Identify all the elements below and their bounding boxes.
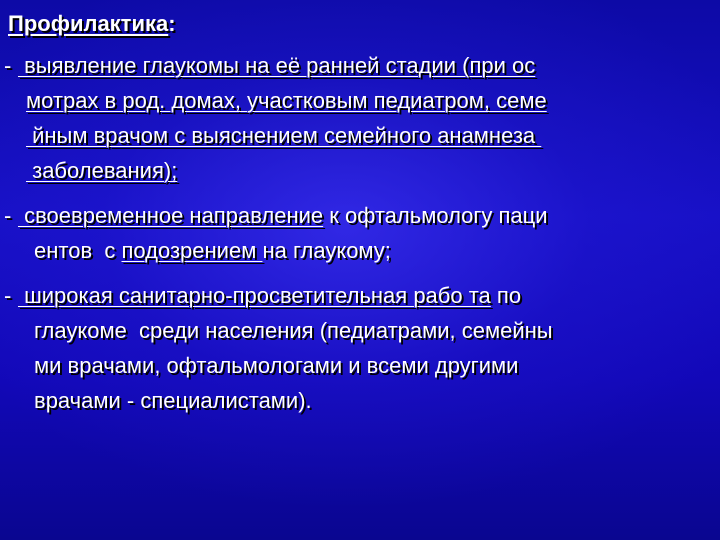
text-run: выявление глаукомы на её ранней стадии (при ос — [18, 53, 536, 78]
bullet-dash: - — [4, 203, 12, 228]
text-run: мотрах в род. домах, участковым педиатром, семе — [26, 88, 547, 113]
text-run: заболевания); — [26, 158, 178, 183]
text-run: йным врачом с выяснением семейного анамнеза — [26, 123, 542, 148]
text-run: ентов с — [34, 238, 122, 263]
bullet-line — [18, 198, 548, 233]
text-run: на глаукому; — [262, 238, 391, 263]
bullet-line — [26, 118, 541, 153]
bullet-item-screening — [4, 48, 716, 188]
text-run: к офтальмологу паци — [323, 203, 548, 228]
bullet-line — [34, 233, 391, 268]
text-run: ми врачами, офтальмологами и всеми другими — [34, 353, 519, 378]
text-run: по — [490, 283, 522, 308]
title-text: Профилактика — [8, 11, 169, 36]
bullet-dash: - — [4, 53, 12, 78]
bullet-line — [18, 278, 521, 313]
bullet-item-referral — [4, 198, 716, 268]
bullet-line — [34, 348, 518, 383]
bullet-line — [34, 313, 553, 348]
bullet-item-education — [4, 278, 716, 418]
title-colon: : — [168, 11, 176, 36]
bullet-dash: - — [4, 283, 12, 308]
bullet-line — [26, 153, 177, 188]
text-run: широкая санитарно-просветительная рабо та — [18, 283, 491, 308]
bullet-line — [34, 383, 312, 418]
slide-title — [8, 6, 176, 41]
text-run: своевременное направление — [18, 203, 324, 228]
bullet-line — [18, 48, 535, 83]
text-run: врачами - специалистами). — [34, 388, 312, 413]
text-run: подозрением — [121, 238, 263, 263]
text-run: глаукоме среди населения (педиатрами, семейны — [34, 318, 553, 343]
bullet-line — [26, 83, 547, 118]
